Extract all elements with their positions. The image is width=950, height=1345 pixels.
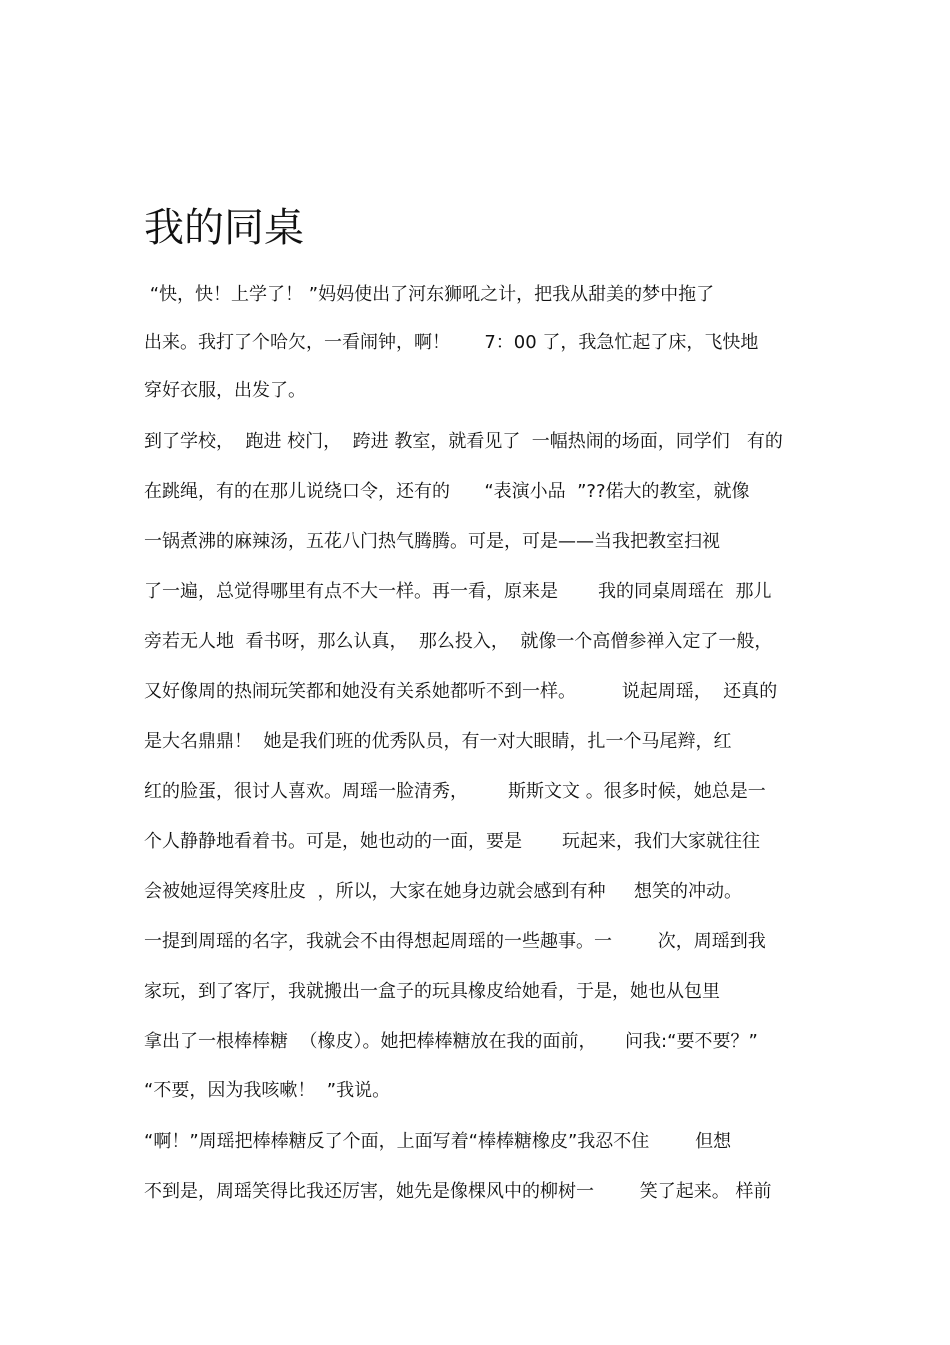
text-line: 是大名鼎鼎！ 她是我们班的优秀队员，有一对大眼睛，扎一个马尾辫，红 [144, 731, 732, 752]
text-line: 在跳绳，有的在那儿说绕口令，还有的 “表演小品 ”??偌大的教室，就像 [144, 481, 750, 502]
text-line: 又好像周的热闹玩笑都和她没有关系她都听不到一样。 说起周瑶， 还真的 [144, 681, 778, 702]
text-line: 一提到周瑶的名字，我就会不由得想起周瑶的一些趣事。一 次，周瑶到我 [144, 931, 766, 952]
text-line: 了一遍，总觉得哪里有点不大一样。再一看，原来是 我的同桌周瑶在 那儿 [144, 581, 772, 602]
text-line: 家玩，到了客厅，我就搬出一盒子的玩具橡皮给她看，于是，她也从包里 [144, 981, 720, 1002]
text-line: “不要，因为我咳嗽！ ”我说。 [144, 1080, 391, 1101]
text-line: 会被她逗得笑疼肚皮 ，所以，大家在她身边就会感到有种 想笑的冲动。 [144, 881, 743, 902]
text-line: 到了学校， 跑进 校门， 跨进 教室，就看见了 一幅热闹的场面，同学们 有的 [144, 431, 783, 452]
document-title: 我的同桌 [144, 205, 304, 251]
text-line: 红的脸蛋，很讨人喜欢。周瑶一脸清秀， 斯斯文文 。很多时候，她总是一 [144, 781, 766, 802]
text-line: 一锅煮沸的麻辣汤，五花八门热气腾腾。可是，可是——当我把教室扫视 [144, 531, 720, 552]
text-line: 出来。我打了个哈欠，一看闹钟，啊！ 7：00 了，我急忙起了床，飞快地 [144, 332, 759, 353]
text-line: 不到是，周瑶笑得比我还厉害，她先是像棵风中的柳树一 笑了起来。 样前 [144, 1181, 772, 1202]
text-line: “啊！”周瑶把棒棒糖反了个面，上面写着“棒棒糖橡皮”我忍不住 但想 [144, 1131, 732, 1152]
text-line: 旁若无人地 看书呀，那么认真， 那么投入， 就像一个高僧参禅入定了一般， [144, 631, 773, 652]
text-line: 穿好衣服，出发了。 [144, 380, 306, 401]
text-line: “快，快！上学了！ ”妈妈使出了河东狮吼之计，把我从甜美的梦中拖了 [144, 284, 715, 305]
text-line: 个人静静地看着书。可是，她也动的一面，要是 玩起来，我们大家就往往 [144, 831, 761, 852]
text-line: 拿出了一根棒棒糖 （橡皮）。她把棒棒糖放在我的面前， 问我:“要不要？” [144, 1031, 758, 1052]
